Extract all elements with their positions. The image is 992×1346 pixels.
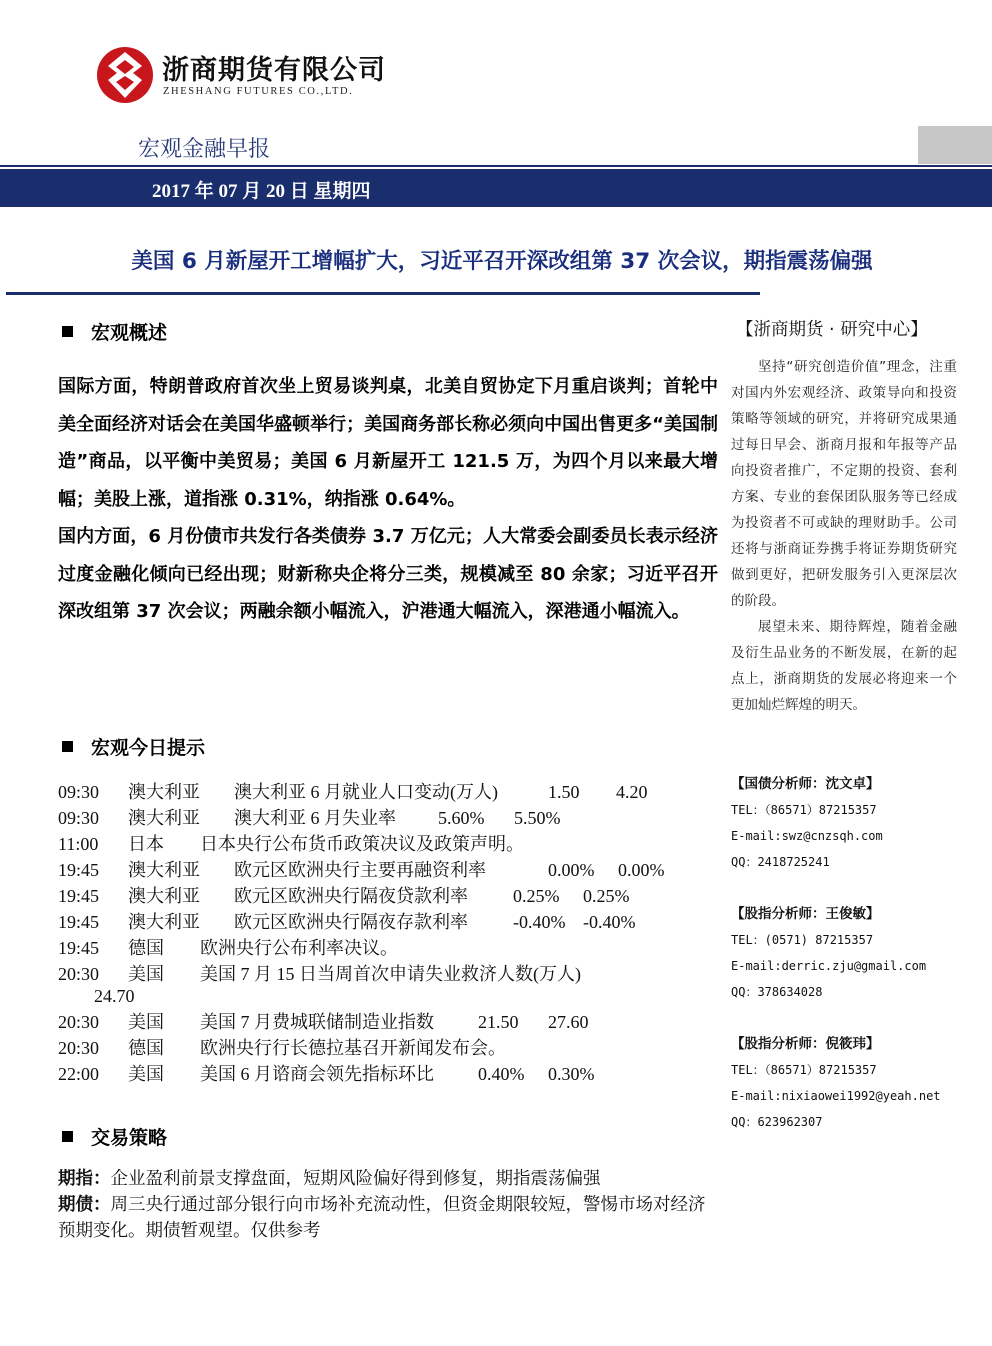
- calendar-row: [58, 830, 524, 856]
- event-time: 19:45: [58, 938, 100, 958]
- event-name: 美国 7 月 15 日当周首次申请失业救济人数(万人): [200, 964, 581, 984]
- analyst-email[interactable]: E-mail:swz@cnzsqh.com: [731, 829, 883, 843]
- calendar-row: [58, 882, 630, 908]
- section-title-strategy: [62, 1123, 167, 1150]
- event-previous: 5.60%: [438, 808, 485, 828]
- header-divider: [0, 165, 992, 167]
- company-name-en: ZHESHANG FUTURES CO.,LTD.: [163, 86, 354, 97]
- event-name: 欧元区欧洲央行隔夜存款利率: [234, 912, 468, 932]
- event-country: 美国: [128, 964, 164, 984]
- event-time: 20:30: [58, 1012, 100, 1032]
- strategy-index-label: 期指：: [58, 1169, 111, 1189]
- sidebar-intro-paragraph: 坚持“研究创造价值”理念，注重对国内外宏观经济、政策导向和投资策略等领域的研究，并将研究成果通过每日早会、浙商月报和年报等产品向投资者推广，不定期的投资、套利方案、专业的套保团队服务等已经成为投资者不可或缺的理财助手。公司还将与浙商证券携手将证券期货研究做到更好，把研发服务引入更深层次的阶段。: [731, 359, 957, 609]
- analyst-card: [731, 901, 926, 1005]
- event-time: 19:45: [58, 886, 100, 906]
- calendar-row-continued: [94, 986, 135, 1007]
- event-country: 澳大利亚: [128, 860, 200, 880]
- strategy-bond-label: 期债：: [58, 1195, 111, 1215]
- calendar-row: [58, 1060, 595, 1086]
- analyst-email[interactable]: E-mail:derric.zju@gmail.com: [731, 959, 927, 973]
- event-time: 19:45: [58, 860, 100, 880]
- event-name: 美国 6 月谘商会领先指标环比: [200, 1064, 434, 1084]
- date-bar: [0, 169, 992, 207]
- event-forecast: 27.60: [548, 1012, 589, 1032]
- calendar-row: [58, 1008, 589, 1034]
- strategy-bond-text: 周三央行通过部分银行向市场补充流动性，但资金期限较短，警惕市场对经济预期变化。期债暂观望。仅供参考: [58, 1195, 706, 1241]
- strategy-index-text: 企业盈利前景支撑盘面，短期风险偏好得到修复，期指震荡偏强: [110, 1169, 601, 1189]
- headline: 美国 6 月新屋开工增幅扩大，习近平召开深改组第 37 次会议，期指震荡偏强: [131, 249, 873, 274]
- overview-summary: [58, 368, 718, 631]
- event-country: 德国: [128, 1038, 164, 1058]
- square-bullet-icon: [62, 741, 73, 752]
- calendar-row: [58, 934, 398, 960]
- event-country: 美国: [128, 1064, 164, 1084]
- analyst-tel: TEL：（86571）87215357: [731, 803, 877, 817]
- report-date: 2017 年 07 月 20 日 星期四: [152, 181, 371, 202]
- section-title-calendar: [62, 733, 205, 760]
- strategy-index: [58, 1166, 710, 1192]
- event-time: 20:30: [58, 964, 100, 984]
- calendar-row: [58, 778, 648, 804]
- calendar-row: [58, 960, 581, 986]
- event-previous: 21.50: [478, 1012, 519, 1032]
- event-time: 09:30: [58, 808, 100, 828]
- trading-strategy: [58, 1166, 710, 1244]
- calendar-row: [58, 856, 665, 882]
- zheshang-logo-icon: [96, 46, 154, 104]
- event-previous: 24.70: [94, 986, 135, 1006]
- section-title-overview: [62, 318, 167, 345]
- headline-rule: [6, 292, 760, 295]
- event-country: 日本: [128, 834, 164, 854]
- overview-paragraph-international: 国际方面，特朗普政府首次坐上贸易谈判桌，北美自贸协定下月重启谈判；首轮中美全面经济对话会在美国华盛顿举行；美国商务部长称必须向中国出售更多“美国制造”商品，以平衡中美贸易；美国 6 月新屋开工 121.5 万，为四个月以来最大增幅；美股上涨，道指涨 0.31%，纳指涨 0.64%。: [58, 376, 718, 510]
- event-country: 美国: [128, 1012, 164, 1032]
- header-gray-block: [918, 126, 992, 164]
- event-country: 澳大利亚: [128, 886, 200, 906]
- sidebar-intro: [731, 354, 957, 718]
- event-previous: 0.00%: [548, 860, 595, 880]
- section-title-text: 宏观今日提示: [91, 737, 206, 759]
- event-country: 德国: [128, 938, 164, 958]
- event-name: 日本央行公布货币政策决议及政策声明。: [200, 834, 524, 854]
- calendar-row: [58, 804, 561, 830]
- event-time: 19:45: [58, 912, 100, 932]
- event-time: 20:30: [58, 1038, 100, 1058]
- calendar-row: [58, 908, 636, 934]
- analyst-qq: QQ：378634028: [731, 985, 823, 999]
- event-forecast: 0.00%: [618, 860, 665, 880]
- event-forecast: -0.40%: [583, 912, 636, 932]
- square-bullet-icon: [62, 1131, 73, 1142]
- event-name: 欧洲央行公布利率决议。: [200, 938, 398, 958]
- analyst-card: [731, 771, 883, 875]
- event-previous: 1.50: [548, 782, 580, 802]
- event-time: 22:00: [58, 1064, 100, 1084]
- event-previous: 0.40%: [478, 1064, 525, 1084]
- overview-paragraph-domestic: 国内方面，6 月份债市共发行各类债券 3.7 万亿元；人大常委会副委员长表示经济过度金融化倾向已经出现；财新称央企将分三类，规模减至 80 余家；习近平召开深改组第 37 次会议；两融余额小幅流入，沪港通大幅流入，深港通小幅流入。: [58, 526, 718, 622]
- square-bullet-icon: [62, 326, 73, 337]
- event-time: 11:00: [58, 834, 99, 854]
- analyst-qq: QQ：623962307: [731, 1115, 823, 1129]
- sidebar-title: 【浙商期货 · 研究中心】: [736, 320, 928, 340]
- company-name-cn: 浙商期货有限公司: [162, 55, 386, 86]
- analyst-name: 【股指分析师：倪筱玮】: [731, 1036, 880, 1052]
- event-forecast: 4.20: [616, 782, 648, 802]
- event-previous: -0.40%: [513, 912, 566, 932]
- event-forecast: 0.30%: [548, 1064, 595, 1084]
- analyst-tel: TEL：（86571）87215357: [731, 1063, 877, 1077]
- event-forecast: 5.50%: [514, 808, 561, 828]
- strategy-bond: [58, 1192, 710, 1244]
- report-type-title: 宏观金融早报: [138, 137, 271, 162]
- analyst-name: 【国债分析师：沈文卓】: [731, 776, 880, 792]
- event-forecast: 0.25%: [583, 886, 630, 906]
- analyst-name: 【股指分析师：王俊敏】: [731, 906, 880, 922]
- event-country: 澳大利亚: [128, 782, 200, 802]
- event-previous: 0.25%: [513, 886, 560, 906]
- event-name: 欧元区欧洲央行主要再融资利率: [234, 860, 486, 880]
- analyst-qq: QQ：2418725241: [731, 855, 830, 869]
- section-title-text: 宏观概述: [91, 322, 168, 344]
- event-name: 美国 7 月费城联储制造业指数: [200, 1012, 434, 1032]
- event-country: 澳大利亚: [128, 912, 200, 932]
- event-name: 欧洲央行行长德拉基召开新闻发布会。: [200, 1038, 506, 1058]
- event-country: 澳大利亚: [128, 808, 200, 828]
- event-name: 澳大利亚 6 月就业人口变动(万人): [234, 782, 498, 802]
- event-time: 09:30: [58, 782, 100, 802]
- analyst-email[interactable]: E-mail:nixiaowei1992@yeah.net: [731, 1089, 941, 1103]
- calendar-row: [58, 1034, 506, 1060]
- section-title-text: 交易策略: [91, 1127, 168, 1149]
- sidebar-intro-paragraph: 展望未来、期待辉煌，随着金融及衍生品业务的不断发展，在新的起点上，浙商期货的发展必将迎来一个更加灿烂辉煌的明天。: [731, 619, 957, 713]
- event-name: 澳大利亚 6 月失业率: [234, 808, 396, 828]
- analyst-tel: TEL：(0571) 87215357: [731, 933, 874, 947]
- analyst-card: [731, 1031, 941, 1135]
- event-name: 欧元区欧洲央行隔夜贷款利率: [234, 886, 468, 906]
